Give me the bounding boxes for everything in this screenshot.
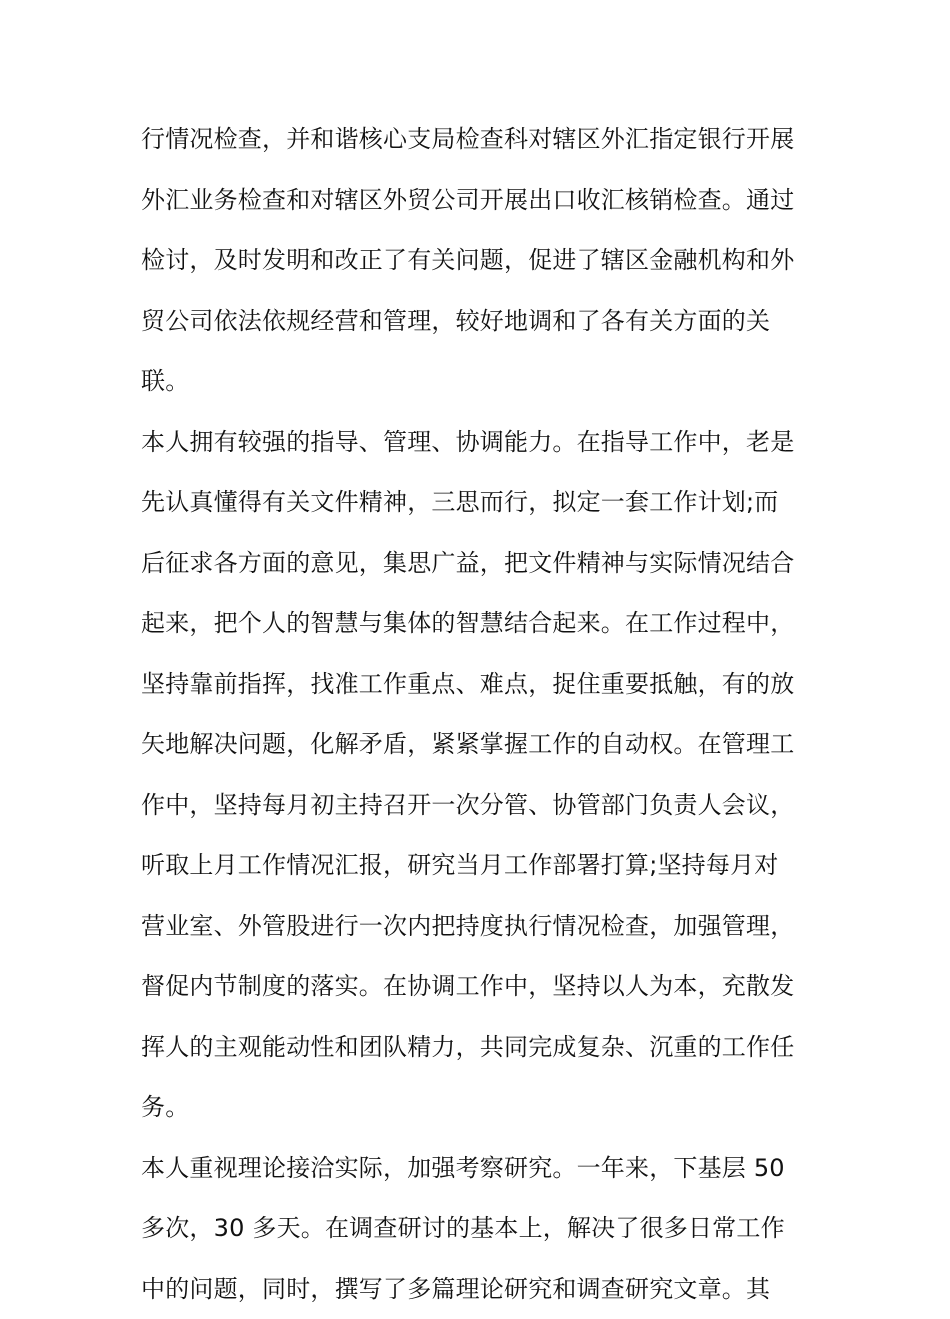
- text-line: 本人拥有较强的指导、管理、协调能力。在指导工作中，老是: [141, 412, 816, 473]
- body-text: [141, 109, 816, 1319]
- text-line: 务。: [141, 1077, 816, 1138]
- text-line: 检讨，及时发明和改正了有关问题，促进了辖区金融机构和外: [141, 230, 816, 291]
- text-line: 起来，把个人的智慧与集体的智慧结合起来。在工作过程中，: [141, 593, 816, 654]
- text-line: 营业室、外管股进行一次内把持度执行情况检查，加强管理，: [141, 896, 816, 957]
- text-line: 外汇业务检查和对辖区外贸公司开展出口收汇核销检查。通过: [141, 170, 816, 231]
- text-line: 贸公司依法依规经营和管理，较好地调和了各有关方面的关: [141, 291, 816, 352]
- text-line: 矢地解决问题，化解矛盾，紧紧掌握工作的自动权。在管理工: [141, 714, 816, 775]
- text-line: 听取上月工作情况汇报，研究当月工作部署打算;坚持每月对: [141, 835, 816, 896]
- text-line: 先认真懂得有关文件精神，三思而行，拟定一套工作计划;而: [141, 472, 816, 533]
- text-line: 行情况检查，并和谐核心支局检查科对辖区外汇指定银行开展: [141, 109, 816, 170]
- text-line: 坚持靠前指挥，找准工作重点、难点，捉住重要抵触，有的放: [141, 654, 816, 715]
- text-line: 联。: [141, 351, 816, 412]
- text-line: 后征求各方面的意见，集思广益，把文件精神与实际情况结合: [141, 533, 816, 594]
- text-line: 本人重视理论接洽实际，加强考察研究。一年来，下基层 50: [141, 1138, 816, 1199]
- text-line: 挥人的主观能动性和团队精力，共同完成复杂、沉重的工作任: [141, 1017, 816, 1078]
- text-line: 中的问题，同时，撰写了多篇理论研究和调查研究文章。其: [141, 1259, 816, 1319]
- text-line: 多次，30 多天。在调查研讨的基本上，解决了很多日常工作: [141, 1198, 816, 1259]
- text-line: 作中，坚持每月初主持召开一次分管、协管部门负责人会议，: [141, 775, 816, 836]
- text-line: 督促内节制度的落实。在协调工作中，坚持以人为本，充散发: [141, 956, 816, 1017]
